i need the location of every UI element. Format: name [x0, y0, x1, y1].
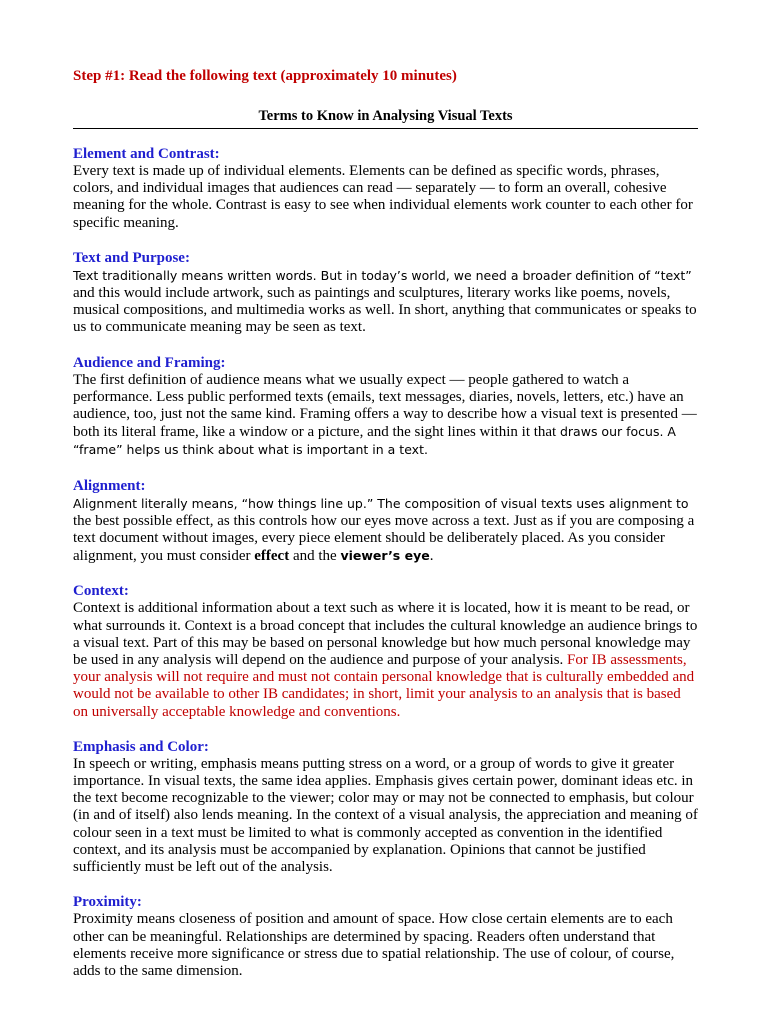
document-page [73, 68, 698, 980]
body-text-sans: Text traditionally means written words. But in today’s world, we need a broader definition of “text” [73, 267, 692, 283]
section-body [73, 267, 698, 337]
body-text: the best possible effect, as this controls how our eyes move across a text. Just as if you are composing a text document without images, every piece element should be deliberately placed. As you consider alignment, you must consider [73, 512, 695, 565]
body-text: The first definition of audience means what we usually expect — people gathered to watch a performance. Less public performed texts (emails, text messages, diaries, novels, letters, etc.) have an audience, too, just not the same kind. Framing offers a way to describe how a visual text is presented — both its literal frame, like a window or a picture, and the sight lines within it that [73, 371, 697, 441]
section-body [73, 372, 698, 460]
section-element-contrast [73, 146, 698, 232]
body-text-sans: Alignment literally means, “how things line up.” The composition of visual texts uses alignment to [73, 495, 689, 511]
bold-term-effect: effect [254, 548, 290, 565]
section-heading: Element and Contrast: [73, 146, 220, 162]
section-heading: Emphasis and Color: [73, 738, 209, 755]
section-body [73, 495, 698, 566]
section-heading: Context: [73, 583, 129, 600]
section-audience-framing [73, 355, 698, 460]
body-text-sans: draws our focus. A “frame” helps us think about what is important in a text. [73, 424, 676, 458]
section-body: In speech or writing, emphasis means putting stress on a word, or a group of words to give it greater importance. In visual texts, the same idea applies. Emphasis gives certain power, dominant ideas etc. in the text become recognizable to the viewer; color may or may not be connected to emphasis, but colour (in and of itself) also lends meaning. In the context of a visual analysis, the appreciation and meaning of colour seen in a text must be limited to what is commonly accepted as convention in the identified context, and its analysis must be accompanied by explanation. Opinions that cannot be justified sufficiently must be left out of the analysis. [73, 755, 698, 876]
ib-assessment-note: For IB assessments, your analysis will not require and must not contain personal knowledge that is culturally embedded and would not be available to other IB candidates; in short, limit your analysis to an analysis that is based on universally acceptable knowledge and conventions. [73, 652, 695, 720]
section-proximity [73, 894, 698, 980]
section-alignment [73, 478, 698, 566]
section-heading: Proximity: [73, 894, 142, 911]
body-text: . [429, 548, 434, 565]
body-text: Context is additional information about a text such as where it is located, how it is meant to be read, or what surrounds it. Context is a broad concept that includes the cultural knowledge an audience brings to a visual text. Part of this may be based on personal knowledge but how much personal knowledge may be used in any analysis will depend on the audience and purpose of your analysis. [73, 600, 698, 669]
document-title: Terms to Know in Analysing Visual Texts [73, 108, 698, 129]
section-heading: Audience and Framing: [73, 354, 226, 371]
section-body: Proximity means closeness of position and amount of space. How close certain elements are to each other can be meaningful. Relationships are determined by spacing. Readers often understand that elements receive more significance or stress due to spatial relationship. The use of colour, of course, adds to the same dimension. [73, 911, 675, 979]
section-body [73, 600, 698, 720]
body-text: and the [289, 548, 341, 565]
section-context [73, 583, 698, 720]
step-instruction: Step #1: Read the following text (approximately 10 minutes) [73, 68, 457, 84]
section-heading: Text and Purpose: [73, 249, 190, 266]
section-text-purpose [73, 250, 698, 337]
section-heading: Alignment: [73, 477, 146, 494]
bold-term-viewers-eye: viewer’s eye [340, 548, 430, 564]
section-body: Every text is made up of individual elements. Elements can be defined as specific words, phrases, colors, and individual images that audiences can read — separately — to form an overall, cohesive meaning for the whole. Contrast is easy to see when individual elements work counter to each other for specific meaning. [73, 163, 693, 231]
body-text: and this would include artwork, such as paintings and sculptures, literary works like poems, novels, musical compositions, and multimedia works as well. In short, anything that communicates or speaks to us to communicate meaning may be seen as text. [73, 285, 697, 336]
section-emphasis-color [73, 739, 698, 876]
